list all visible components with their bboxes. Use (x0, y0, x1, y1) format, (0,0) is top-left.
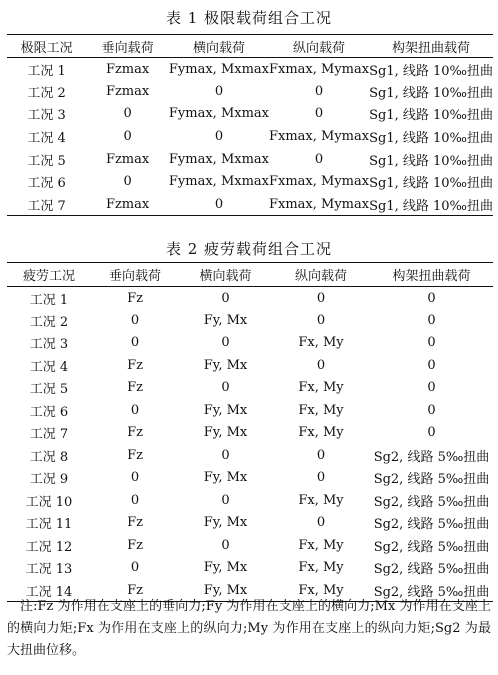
table-cell: Fz (127, 380, 143, 396)
table2-header-vertical: 垂向载荷 (91, 263, 179, 287)
table-cell: Fxmax, Mymax (269, 174, 370, 190)
table-cell: 0 (427, 380, 436, 396)
table-cell: 工况 7 (29, 427, 69, 443)
table-cell: Fxmax, Mymax (269, 61, 370, 77)
table-cell: Sg2, 线路 5‰扭曲 (373, 517, 490, 533)
table-cell: Fz (127, 537, 143, 553)
table1-header-row (7, 35, 493, 58)
table-cell: Fy, Mx (203, 470, 248, 486)
table-cell: 0 (123, 129, 132, 145)
table-cell: 0 (316, 312, 326, 328)
table1-caption: 表 1 极限载荷组合工况 (165, 9, 333, 27)
table-row (7, 332, 493, 355)
table-cell: Fy, Mx (203, 425, 248, 441)
table-cell: 工况 12 (25, 539, 73, 555)
table-cell: Fx, My (298, 582, 344, 598)
table-cell: Fz (127, 425, 143, 441)
table-row (7, 557, 493, 580)
table-row (7, 103, 493, 126)
table-row (7, 467, 493, 490)
table-cell: 0 (214, 83, 224, 99)
table-cell: 工况 13 (25, 562, 73, 578)
table-row (7, 80, 493, 103)
table-cell: 工况 4 (29, 359, 69, 375)
table-cell: 工况 5 (29, 382, 69, 398)
table-cell: 工况 10 (25, 494, 73, 510)
table-cell: Sg2, 线路 5‰扭曲 (373, 562, 490, 578)
table-row (7, 489, 493, 512)
table-row (7, 422, 493, 445)
table-cell: 0 (130, 492, 140, 508)
table-cell: Fymax, Mxmax (168, 151, 269, 167)
table-cell: Fy, Mx (203, 515, 248, 531)
table-cell: 工况 4 (27, 131, 66, 147)
table-cell: Fy, Mx (203, 312, 248, 328)
table-row (7, 377, 493, 400)
table-cell: Sg1, 线路 10‰扭曲 (369, 85, 493, 101)
table-cell: Sg1, 线路 10‰扭曲 (369, 153, 493, 169)
table-cell: 工况 7 (27, 198, 66, 214)
table-cell: 0 (427, 357, 436, 373)
table-cell: Sg2, 线路 5‰扭曲 (373, 584, 490, 600)
table-cell: Sg1, 线路 10‰扭曲 (369, 198, 493, 214)
table-cell: 0 (427, 312, 436, 328)
table1-header-longitudinal: 纵向载荷 (269, 35, 369, 58)
table2-header-row (7, 263, 493, 287)
table-cell: 工况 6 (27, 176, 66, 192)
table-cell: 0 (214, 196, 224, 212)
table-cell: 工况 1 (29, 292, 69, 308)
table-cell: 0 (316, 447, 326, 463)
table-cell: Fx, My (298, 560, 344, 576)
table-cell: Fy, Mx (203, 357, 248, 373)
table-row (7, 148, 493, 171)
table-row (7, 354, 493, 377)
table-cell: 0 (427, 335, 436, 351)
table-cell: 0 (130, 335, 140, 351)
table-cell: 0 (123, 174, 132, 190)
table-row (7, 444, 493, 467)
table-cell: 0 (427, 402, 436, 418)
table-cell: 工况 6 (29, 404, 69, 420)
table-cell: Sg1, 线路 10‰扭曲 (369, 108, 493, 124)
table-cell: 0 (427, 290, 436, 306)
table1-header-case: 极限工况 (7, 35, 86, 58)
table-row (7, 399, 493, 422)
table-cell: 工况 11 (25, 517, 73, 533)
table-cell: 工况 9 (29, 472, 69, 488)
table-cell: 0 (221, 335, 230, 351)
table-cell: 0 (221, 380, 230, 396)
table-cell: 0 (314, 83, 324, 99)
table2-header-lateral: 横向载荷 (179, 263, 272, 287)
table2-fatigue-load-cases (7, 262, 493, 602)
table-cell: 0 (314, 151, 324, 167)
table1-header-twist: 构架扭曲载荷 (369, 35, 493, 58)
table-cell: Fx, My (298, 537, 344, 553)
table-cell: 0 (123, 106, 132, 122)
table-cell: Fx, My (298, 492, 344, 508)
table-cell: 0 (314, 106, 324, 122)
table-cell: 工况 2 (29, 314, 69, 330)
table-cell: Fz (127, 290, 143, 306)
table2-header-twist: 构架扭曲载荷 (370, 263, 493, 287)
table-cell: Fy, Mx (203, 582, 248, 598)
table-cell: 工况 8 (29, 449, 69, 465)
table-row (7, 512, 493, 535)
table-row (7, 170, 493, 193)
table-cell: 0 (130, 470, 140, 486)
table-cell: Fzmax (105, 83, 150, 99)
table-cell: 0 (427, 425, 436, 441)
table1-header-vertical: 垂向载荷 (86, 35, 169, 58)
table2-caption: 表 2 疲劳载荷组合工况 (165, 240, 333, 258)
table-cell: Fxmax, Mymax (269, 129, 370, 145)
table-cell: 工况 3 (27, 108, 66, 124)
table-cell: 0 (130, 312, 140, 328)
table-cell: 0 (316, 290, 326, 306)
table-cell: Sg2, 线路 5‰扭曲 (373, 494, 490, 510)
table-cell: Fz (127, 582, 143, 598)
table-cell: 工况 3 (29, 337, 69, 353)
table-cell: Fz (127, 515, 143, 531)
table-cell: Fz (127, 357, 143, 373)
table-cell: Fzmax (105, 196, 150, 212)
table-cell: 工况 1 (27, 63, 66, 79)
table-cell: Sg2, 线路 5‰扭曲 (373, 449, 490, 465)
table-cell: 0 (221, 537, 230, 553)
table-row (7, 309, 493, 332)
table-cell: 工况 2 (27, 85, 66, 101)
table1-header-lateral: 横向载荷 (169, 35, 269, 58)
table-cell: 工况 14 (25, 584, 73, 600)
table-cell: 0 (130, 560, 140, 576)
table-cell: Sg1, 线路 10‰扭曲 (369, 63, 493, 79)
table-cell: Fx, My (298, 402, 344, 418)
table-cell: Fx, My (298, 425, 344, 441)
table-cell: Sg2, 线路 5‰扭曲 (373, 539, 490, 555)
table-cell: 0 (130, 402, 140, 418)
table-cell: Fy, Mx (203, 560, 248, 576)
table-cell: 0 (221, 447, 230, 463)
table-cell: Fymax, Mxmax (168, 61, 269, 77)
table-cell: Fymax, Mxmax (168, 106, 269, 122)
table-cell: Fzmax (105, 61, 150, 77)
table-cell: 0 (316, 515, 326, 531)
table-cell: Fymax, Mxmax (168, 174, 269, 190)
table-cell: Fxmax, Mymax (269, 196, 370, 212)
table-cell: Fzmax (105, 151, 150, 167)
table-cell: 工况 5 (27, 153, 66, 169)
table-cell: Sg2, 线路 5‰扭曲 (373, 472, 490, 488)
table2-header-longitudinal: 纵向载荷 (272, 263, 370, 287)
table-row (7, 534, 493, 557)
table-cell: Sg1, 线路 10‰扭曲 (369, 176, 493, 192)
table1-limit-load-cases (7, 34, 493, 216)
table-cell: 0 (221, 492, 230, 508)
table-row (7, 58, 493, 81)
table-row (7, 125, 493, 148)
table-cell: 0 (316, 357, 326, 373)
table-row (7, 287, 493, 310)
table-row (7, 193, 493, 216)
table-cell: 0 (221, 290, 230, 306)
table-cell: Fz (127, 447, 143, 463)
table-cell: Fy, Mx (203, 402, 248, 418)
table-cell: Fx, My (298, 380, 344, 396)
table2-header-case: 疲劳工况 (7, 263, 91, 287)
table-cell: 0 (214, 129, 224, 145)
table-cell: 0 (316, 470, 326, 486)
table-cell: Fx, My (298, 335, 344, 351)
table-footnote: 注:Fz 为作用在支座上的垂向力;Fy 为作用在支座上的横向力;Mx 为作用在支座上的横向力矩;Fx 为作用在支座上的纵向力;My 为作用在支座上的纵向力矩;Sg2 为最大扭曲位移。 (7, 599, 491, 658)
table-cell: Sg1, 线路 10‰扭曲 (369, 131, 493, 147)
